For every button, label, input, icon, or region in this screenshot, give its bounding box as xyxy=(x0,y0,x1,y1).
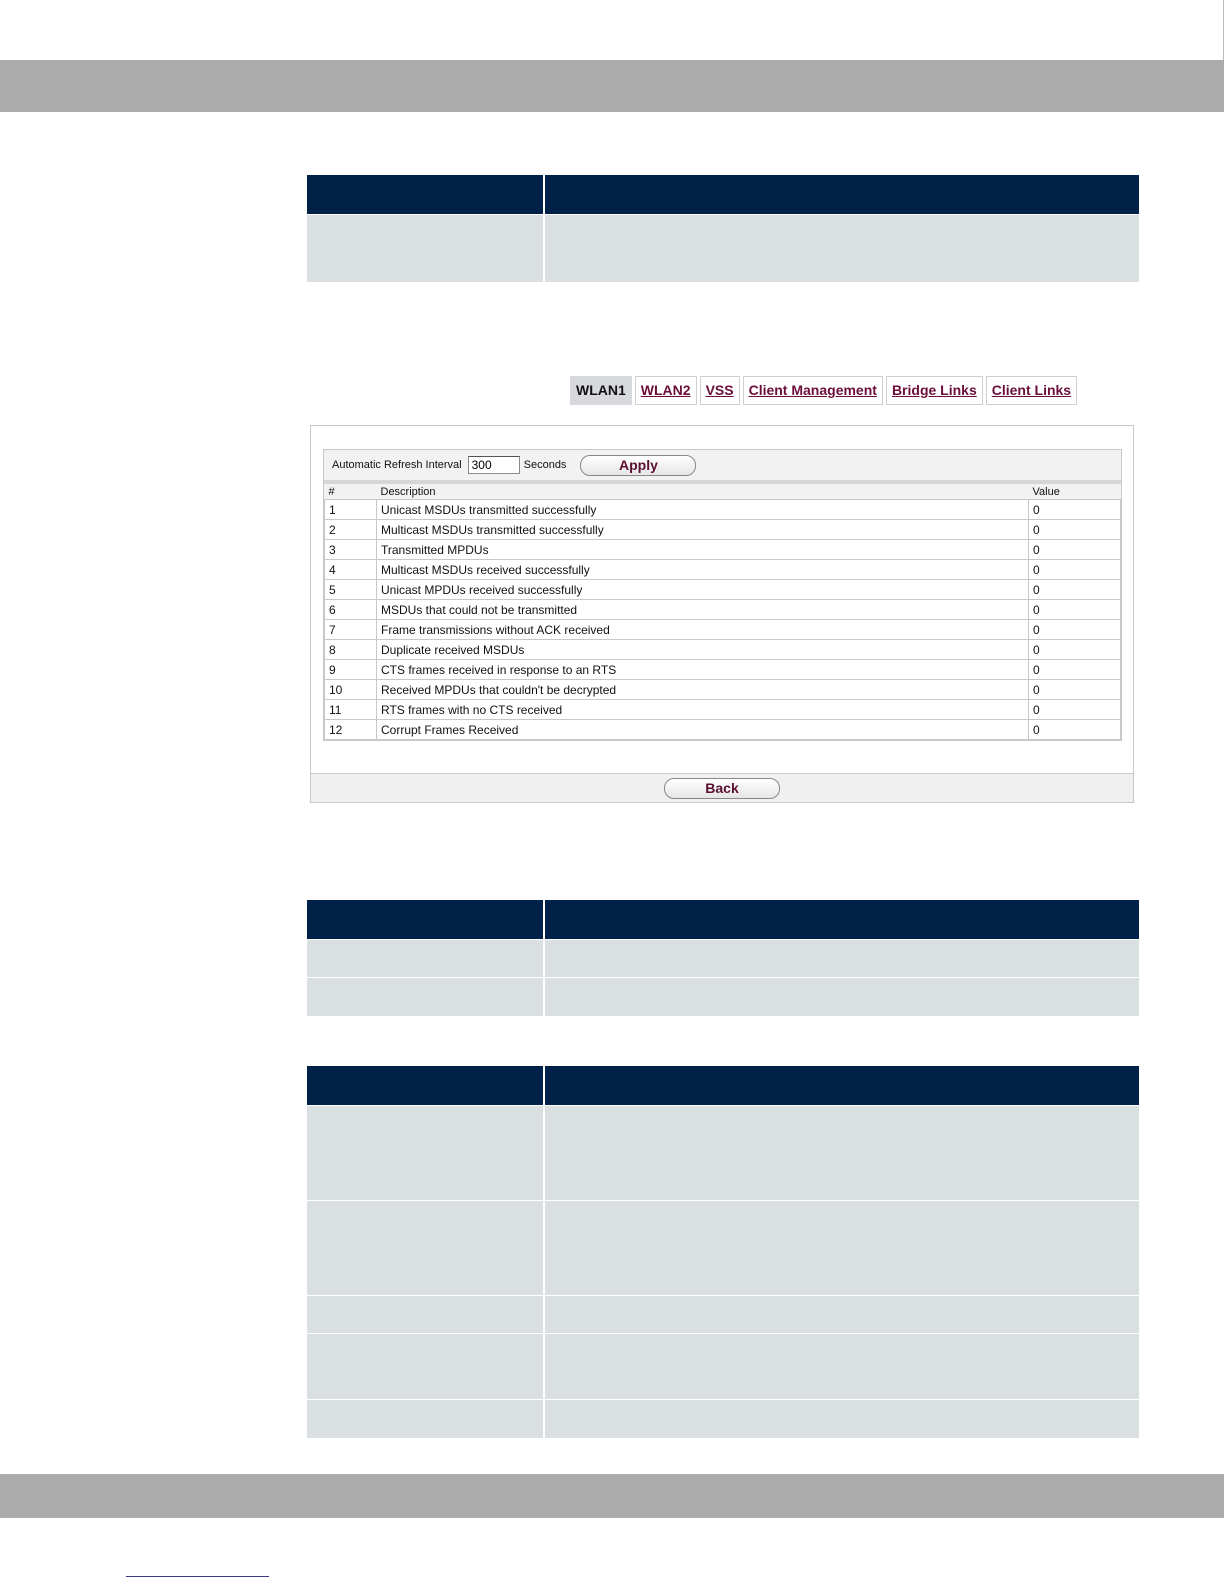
tab-bridge-links[interactable]: Bridge Links xyxy=(886,376,983,405)
row-number: 10 xyxy=(325,680,377,700)
row-value: 0 xyxy=(1029,680,1121,700)
table-row xyxy=(325,540,1121,560)
table-row xyxy=(325,700,1121,720)
table-row xyxy=(325,580,1121,600)
doc-table-3 xyxy=(307,1066,1139,1438)
table-row xyxy=(325,640,1121,660)
refresh-unit-label: Seconds xyxy=(523,459,567,471)
row-description: CTS frames received in response to an RTS xyxy=(377,660,1029,680)
footnote-rule xyxy=(126,1576,269,1577)
row-value: 0 xyxy=(1029,600,1121,620)
row-number: 7 xyxy=(325,620,377,640)
row-value: 0 xyxy=(1029,620,1121,640)
back-button[interactable]: Back xyxy=(664,778,780,799)
wlan-statistics-panel xyxy=(310,425,1134,803)
row-description: Corrupt Frames Received xyxy=(377,720,1029,740)
refresh-row xyxy=(324,450,1121,480)
column-header-value: Value xyxy=(1029,484,1121,500)
row-value: 0 xyxy=(1029,580,1121,600)
row-number: 6 xyxy=(325,600,377,620)
doc-table-1 xyxy=(307,175,1139,282)
row-description: RTS frames with no CTS received xyxy=(377,700,1029,720)
tab-client-links[interactable]: Client Links xyxy=(986,376,1077,405)
table-row xyxy=(325,620,1121,640)
table-row xyxy=(325,560,1121,580)
table-row xyxy=(325,600,1121,620)
column-header-description: Description xyxy=(377,484,1029,500)
row-value: 0 xyxy=(1029,540,1121,560)
row-number: 2 xyxy=(325,520,377,540)
row-value: 0 xyxy=(1029,520,1121,540)
table-row xyxy=(325,660,1121,680)
statistics-frame xyxy=(323,449,1122,741)
table-row xyxy=(325,720,1121,740)
row-description: Received MPDUs that couldn't be decrypted xyxy=(377,680,1029,700)
row-number: 12 xyxy=(325,720,377,740)
tab-vss[interactable]: VSS xyxy=(700,376,740,405)
row-description: Multicast MSDUs received successfully xyxy=(377,560,1029,580)
footer-band xyxy=(0,1474,1224,1518)
table-row xyxy=(325,520,1121,540)
row-value: 0 xyxy=(1029,700,1121,720)
panel-footer xyxy=(311,773,1133,802)
statistics-table xyxy=(324,484,1121,740)
table-row xyxy=(325,500,1121,520)
row-value: 0 xyxy=(1029,660,1121,680)
row-description: Unicast MPDUs received successfully xyxy=(377,580,1029,600)
tab-bar xyxy=(570,376,1077,405)
refresh-interval-label: Automatic Refresh Interval xyxy=(332,459,462,471)
row-number: 11 xyxy=(325,700,377,720)
header-band xyxy=(0,60,1224,112)
row-number: 3 xyxy=(325,540,377,560)
row-number: 8 xyxy=(325,640,377,660)
row-description: Unicast MSDUs transmitted successfully xyxy=(377,500,1029,520)
row-description: Transmitted MPDUs xyxy=(377,540,1029,560)
row-description: Multicast MSDUs transmitted successfully xyxy=(377,520,1029,540)
table-row xyxy=(325,680,1121,700)
tab-wlan1[interactable]: WLAN1 xyxy=(570,376,632,405)
row-value: 0 xyxy=(1029,500,1121,520)
row-value: 0 xyxy=(1029,560,1121,580)
row-description: Frame transmissions without ACK received xyxy=(377,620,1029,640)
row-value: 0 xyxy=(1029,640,1121,660)
apply-button[interactable]: Apply xyxy=(580,455,696,476)
tab-client-management[interactable]: Client Management xyxy=(743,376,883,405)
row-number: 1 xyxy=(325,500,377,520)
row-description: Duplicate received MSDUs xyxy=(377,640,1029,660)
row-description: MSDUs that could not be transmitted xyxy=(377,600,1029,620)
row-number: 4 xyxy=(325,560,377,580)
column-header-number: # xyxy=(325,484,377,500)
refresh-interval-input[interactable] xyxy=(468,456,520,474)
tab-wlan2[interactable]: WLAN2 xyxy=(635,376,697,405)
row-number: 5 xyxy=(325,580,377,600)
doc-table-2 xyxy=(307,900,1139,1016)
row-value: 0 xyxy=(1029,720,1121,740)
row-number: 9 xyxy=(325,660,377,680)
